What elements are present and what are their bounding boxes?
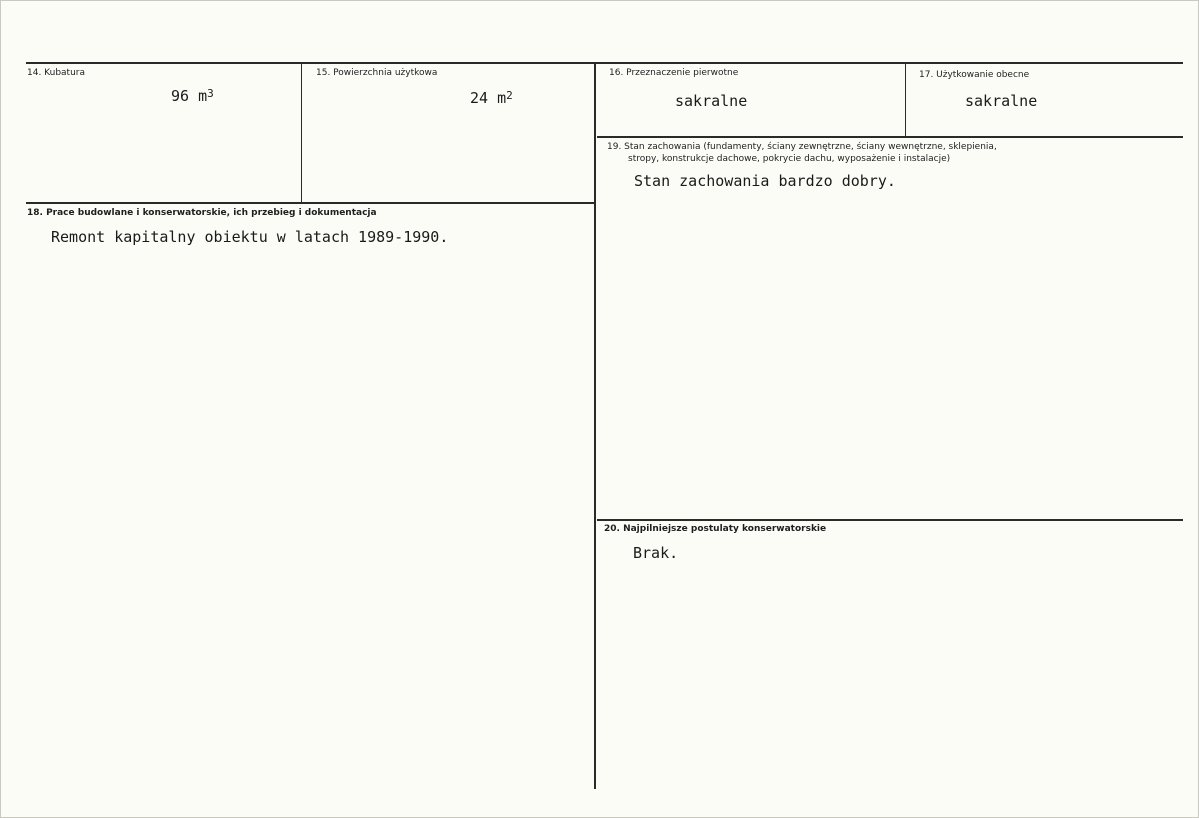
powierzchnia-number: 24: [470, 89, 489, 107]
kubatura-unit: m: [198, 87, 208, 105]
kubatura-label: 14. Kubatura: [27, 68, 86, 78]
powierzchnia-unit: m: [497, 89, 507, 107]
kubatura-unit-exponent: 3: [207, 87, 214, 100]
przeznaczenie-label: 16. Przeznaczenie pierwotne: [609, 68, 739, 78]
prace-value: Remont kapitalny obiektu w latach 1989-1990.: [51, 228, 449, 246]
przeznaczenie-value: sakralne: [675, 92, 748, 110]
stan-label-line2: stropy, konstrukcje dachowe, pokrycie dachu, wyposażenie i instalacje): [628, 154, 951, 164]
powierzchnia-unit-exponent: 2: [506, 89, 513, 102]
uzytkowanie-label: 17. Użytkowanie obecne: [919, 70, 1030, 80]
stan-label-line1: 19. Stan zachowania (fundamenty, ściany zewnętrzne, ściany wewnętrzne, sklepienia,: [607, 142, 997, 152]
divider-16-17: [905, 63, 906, 137]
divider-center: [594, 63, 596, 789]
rule-above-20: [597, 519, 1183, 521]
stan-value: Stan zachowania bardzo dobry.: [634, 172, 896, 190]
powierzchnia-value: [470, 89, 513, 107]
prace-label: 18. Prace budowlane i konserwatorskie, ich przebieg i dokumentacja: [27, 208, 377, 218]
rule-under-16-17: [597, 136, 1183, 138]
kubatura-value: [171, 87, 214, 105]
postulaty-label: 20. Najpilniejsze postulaty konserwatorskie: [604, 524, 827, 534]
divider-14-15: [301, 63, 302, 203]
powierzchnia-label: 15. Powierzchnia użytkowa: [316, 68, 438, 78]
top-rule: [26, 62, 1183, 64]
postulaty-value: Brak.: [633, 544, 679, 562]
rule-above-18: [26, 202, 596, 204]
uzytkowanie-value: sakralne: [965, 92, 1038, 110]
kubatura-number: 96: [171, 87, 190, 105]
